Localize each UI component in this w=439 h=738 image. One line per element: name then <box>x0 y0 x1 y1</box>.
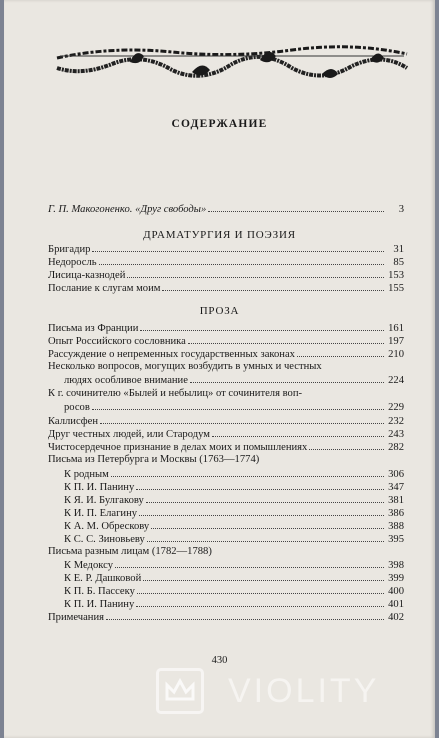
toc-entry <box>48 282 404 295</box>
toc-entry-page: 282 <box>388 442 404 453</box>
leader-dots <box>137 585 384 594</box>
leader-dots <box>208 203 384 212</box>
toc-entry-line1 <box>48 361 404 374</box>
toc-entry-title: К П. Б. Пассеку <box>64 586 135 597</box>
toc-entry-page: 197 <box>388 336 404 347</box>
toc-entry-page: 161 <box>388 323 404 334</box>
toc-entry <box>48 611 404 624</box>
toc-entry-title-cont: росов <box>64 402 90 413</box>
toc-entry-title: К А. М. Обрескову <box>64 521 150 532</box>
toc-entry-title: Письма разным лицам (1782—1788) <box>48 546 212 557</box>
book-page <box>4 0 435 738</box>
toc-subentry <box>64 494 404 507</box>
toc-entry <box>48 335 404 348</box>
toc-entry-page: 399 <box>388 573 404 584</box>
toc-entry-title: Недоросль <box>48 257 97 268</box>
toc-entry-line1 <box>48 388 404 401</box>
toc-entry-title: Лисица-казнодей <box>48 270 126 281</box>
decorative-ornament-icon <box>52 38 412 90</box>
toc-entry-page: 3 <box>398 204 404 215</box>
toc-entry-page: 395 <box>388 534 404 545</box>
toc-entry-page: 229 <box>388 402 404 413</box>
toc-group-heading <box>48 454 404 467</box>
toc-subentry <box>64 481 404 494</box>
section-heading-drama: ДРАМАТУРГИЯ И ПОЭЗИЯ <box>143 229 296 241</box>
leader-dots <box>106 611 384 620</box>
toc-entry-title: Рассуждение о непременных государственных законах <box>48 349 295 360</box>
toc-entry-page: 224 <box>388 375 404 386</box>
violity-crown-icon <box>156 668 204 714</box>
toc-entry-page: 402 <box>388 612 404 623</box>
leader-dots <box>151 520 384 529</box>
toc-entry-title: К Е. Р. Дашковой <box>64 573 142 584</box>
toc-subentry <box>64 559 404 572</box>
toc-entry-page: 85 <box>393 257 404 268</box>
leader-dots <box>147 533 384 542</box>
toc-entry-title: Опыт Российского сословника <box>48 336 186 347</box>
toc-entry-title: Чистосердечное признание в делах моих и помышлениях <box>48 442 308 453</box>
toc-entry-title: Каллисфен <box>48 416 99 427</box>
toc-entry-page: 232 <box>388 416 404 427</box>
leader-dots <box>146 494 384 503</box>
toc-entry-title: К родным <box>64 469 109 480</box>
leader-dots <box>100 415 384 424</box>
leader-dots <box>136 481 384 490</box>
toc-entry <box>48 441 404 454</box>
leader-dots <box>140 322 384 331</box>
toc-subentry <box>64 468 404 481</box>
toc-entry-title: Письма из Франции <box>48 323 139 334</box>
toc-entry-title: Послание к слугам моим <box>48 283 161 294</box>
toc-entry-title: Бригадир <box>48 244 91 255</box>
toc-entry-title: Примечания <box>48 612 104 623</box>
toc-entry-title: К Медоксу <box>64 560 113 571</box>
toc-entry-page: 243 <box>388 429 404 440</box>
leader-dots <box>143 572 384 581</box>
toc-entry <box>48 348 404 361</box>
toc-entry-page: 401 <box>388 599 404 610</box>
toc-entry <box>48 256 404 269</box>
toc-entry-title: К г. сочинителю «Былей и небылиц» от сочинителя воп- <box>48 388 303 399</box>
leader-dots <box>309 441 384 450</box>
toc-entry-intro <box>48 203 404 216</box>
leader-dots <box>297 348 384 357</box>
toc-entry-title: Письма из Петербурга и Москвы (1763—1774) <box>48 454 260 465</box>
toc-entry-page: 347 <box>388 482 404 493</box>
toc-entry-page: 31 <box>393 244 404 255</box>
toc-entry-title: Друг честных людей, или Стародум <box>48 429 210 440</box>
leader-dots <box>111 468 384 477</box>
toc-entry-title: К П. И. Панину <box>64 482 135 493</box>
toc-subentry <box>64 572 404 585</box>
toc-subentry <box>64 598 404 611</box>
toc-entry-page: 155 <box>388 283 404 294</box>
toc-entry-page: 153 <box>388 270 404 281</box>
watermark-text: VIOLITY <box>228 672 380 710</box>
toc-entry <box>48 415 404 428</box>
toc-subentry <box>64 533 404 546</box>
toc-subentry <box>64 585 404 598</box>
section-heading-prose: ПРОЗА <box>199 305 240 317</box>
toc-entry-page: 400 <box>388 586 404 597</box>
page-number: 430 <box>211 655 228 666</box>
leader-dots <box>136 598 384 607</box>
leader-dots <box>162 282 384 291</box>
toc-entry-title-cont: людях особливое внимание <box>64 375 188 386</box>
toc-entry <box>48 322 404 335</box>
toc-entry-title: Несколько вопросов, могущих возбудить в умных и честных <box>48 361 322 372</box>
toc-entry-line2 <box>64 374 404 387</box>
leader-dots <box>99 256 384 265</box>
toc-entry-title: К С. С. Зиновьеву <box>64 534 145 545</box>
toc-entry-page: 381 <box>388 495 404 506</box>
leader-dots <box>92 401 384 410</box>
leader-dots <box>139 507 384 516</box>
toc-entry-page: 386 <box>388 508 404 519</box>
leader-dots <box>212 428 384 437</box>
toc-entry-title: К И. П. Елагину <box>64 508 138 519</box>
page-title: СОДЕРЖАНИЕ <box>171 118 268 130</box>
toc-entry-title: К Я. И. Булгакову <box>64 495 144 506</box>
leader-dots <box>115 559 384 568</box>
toc-entry-page: 210 <box>388 349 404 360</box>
leader-dots <box>92 243 384 252</box>
leader-dots <box>190 374 384 383</box>
toc-entry-title: К П. И. Панину <box>64 599 135 610</box>
toc-entry-page: 388 <box>388 521 404 532</box>
toc-entry-page: 306 <box>388 469 404 480</box>
toc-subentry <box>64 507 404 520</box>
toc-entry <box>48 269 404 282</box>
leader-dots <box>188 335 384 344</box>
toc-entry-line2 <box>64 401 404 414</box>
leader-dots <box>127 269 384 278</box>
toc-entry-page: 398 <box>388 560 404 571</box>
toc-entry <box>48 243 404 256</box>
toc-entry <box>48 428 404 441</box>
toc-group-heading <box>48 546 404 559</box>
toc-subentry <box>64 520 404 533</box>
toc-entry-title: Г. П. Макогоненко. «Друг свободы» <box>48 204 207 215</box>
